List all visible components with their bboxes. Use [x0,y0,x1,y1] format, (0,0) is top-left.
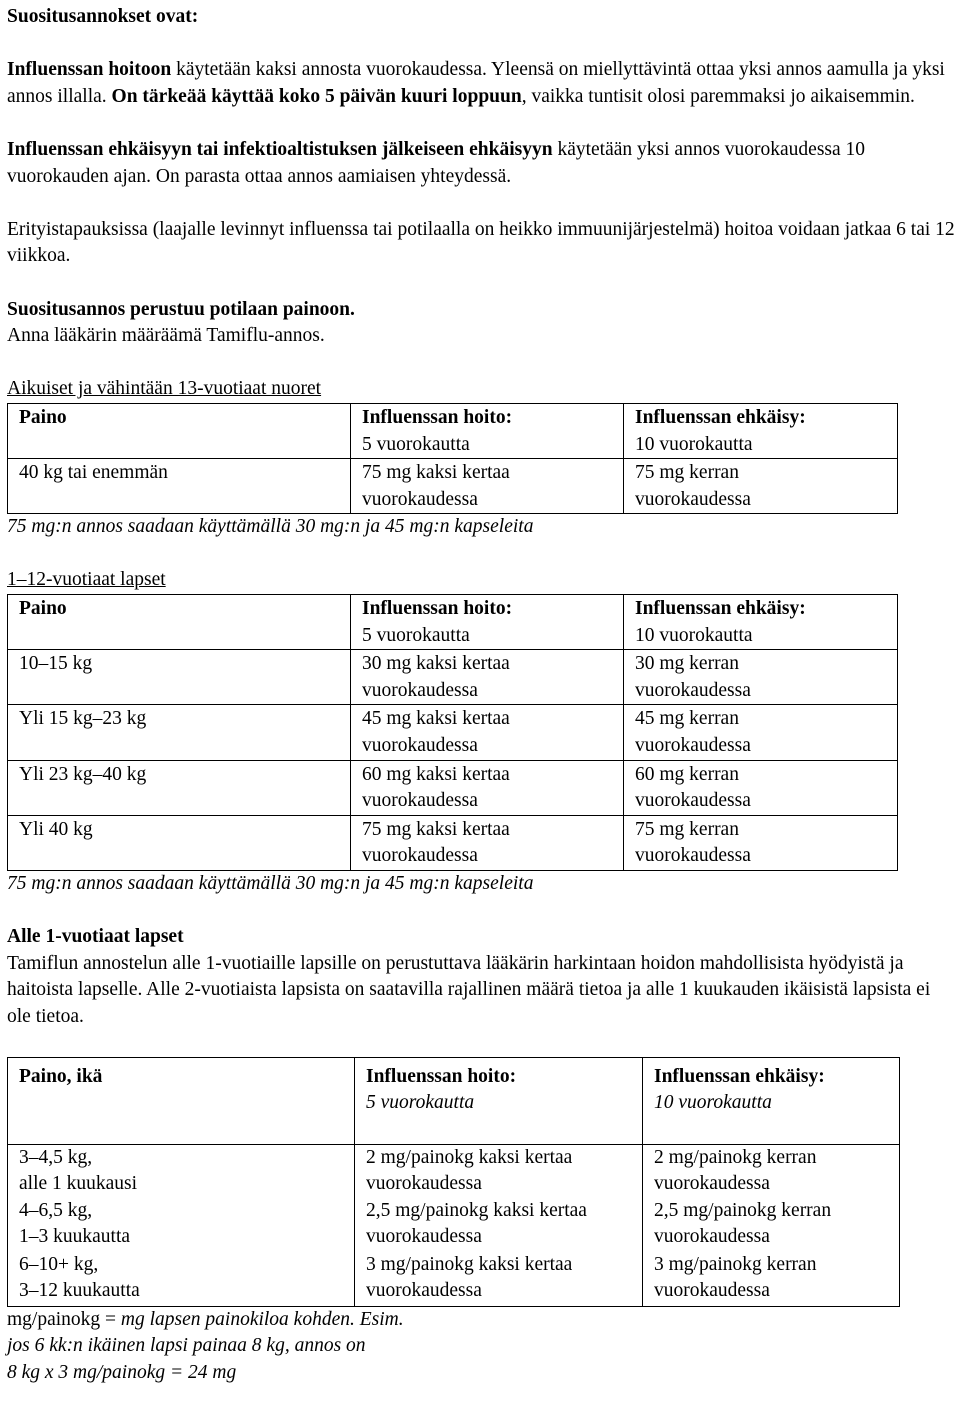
prevention-cell: 75 mg kerran vuorokaudessa [624,815,898,870]
header-treatment: Influenssan hoito: 5 vuorokautta [355,1057,643,1144]
weight-cell: Yli 23 kg–40 kg [8,760,351,815]
prevention-cell: 2,5 mg/painokg kerran vuorokaudessa [643,1198,900,1252]
children-capsule-note: 75 mg:n annos saadaan käyttämällä 30 mg:n ja 45 mg:n kapseleita [7,873,534,894]
special-cases-paragraph: Erityistapauksissa (laajalle levinnyt influenssa tai potilaalla on heikko immuunijärjestelmä) hoitoa voidaan jatkaa 6 tai 12 viikkoa. [7,218,955,267]
weight-age-cell: 4–6,5 kg, 1–3 kuukautta [8,1198,355,1252]
adults-section-title: Aikuiset ja vähintään 13-vuotiaat nuoret [7,378,322,400]
adults-capsule-note: 75 mg:n annos saadaan käyttämällä 30 mg:n ja 45 mg:n kapseleita [7,516,534,538]
table-row [8,815,898,870]
header-treatment: Influenssan hoito: 5 vuorokautta [351,403,624,458]
header-treatment: Influenssan hoito: 5 vuorokautta [351,595,624,650]
table-header-row [8,1057,900,1144]
table-header-row [8,595,898,650]
document-page [7,4,957,1387]
treatment-cell: 3 mg/painokg kaksi kertaa vuorokaudessa [355,1252,643,1307]
weight-cell: 10–15 kg [8,650,351,705]
header-prevention: Influenssan ehkäisy: 10 vuorokautta [624,595,898,650]
children-dosage-table [7,594,898,871]
dose-note-bold: Suositusannos perustuu potilaan painoon. [7,298,355,320]
table-row [8,459,898,514]
table-row [8,760,898,815]
dose-example-calc: 8 kg x 3 mg/painokg = 24 mg [7,1361,237,1383]
weight-age-cell: 3–4,5 kg, alle 1 kuukausi [8,1144,355,1198]
weight-cell: Yli 40 kg [8,815,351,870]
weight-cell: Yli 15 kg–23 kg [8,705,351,760]
prevention-cell: 30 mg kerran vuorokaudessa [624,650,898,705]
treatment-cell: 75 mg kaksi kertaa vuorokaudessa [351,459,624,514]
weight-cell: 40 kg tai enemmän [8,459,351,514]
prevention-paragraph: Influenssan ehkäisyyn tai infektioaltistuksen jälkeiseen ehkäisyyn käytetään yksi annos vuorokaudessa 10 vuorokauden ajan. On parasta ottaa annos aamiaisen yhteydessä. [7,138,866,187]
table-row [8,705,898,760]
header-weight-age: Paino, ikä [8,1057,355,1144]
prevention-cell: 2 mg/painokg kerran vuorokaudessa [643,1144,900,1198]
treatment-cell: 75 mg kaksi kertaa vuorokaudessa [351,815,624,870]
header-prevention: Influenssan ehkäisy: 10 vuorokautta [643,1057,900,1144]
treatment-cell: 2 mg/painokg kaksi kertaa vuorokaudessa [355,1144,643,1198]
table-row [8,1252,900,1307]
table-row [8,650,898,705]
treatment-cell: 30 mg kaksi kertaa vuorokaudessa [351,650,624,705]
infants-dosage-table [7,1057,900,1307]
header-weight: Paino [8,595,351,650]
dose-example-line: jos 6 kk:n ikäinen lapsi painaa 8 kg, annos on [7,1335,366,1357]
treatment-cell: 2,5 mg/painokg kaksi kertaa vuorokaudessa [355,1198,643,1252]
header-weight: Paino [8,403,351,458]
prevention-cell: 3 mg/painokg kerran vuorokaudessa [643,1252,900,1307]
infants-paragraph: Tamiflun annostelun alle 1-vuotiaille lapsille on perustuttava lääkärin harkintaan hoidon mahdollisista hyödyistä ja haitoista lapselle. Alle 2-vuotiaista lapsista on saatavilla rajallinen määrä tietoa ja alle 1 kuukauden ikäisistä lapsista ei ole tietoa. [7,952,931,1027]
children-section-title: 1–12-vuotiaat lapset [7,569,166,591]
prevention-cell: 60 mg kerran vuorokaudessa [624,760,898,815]
table-row [8,1198,900,1252]
weight-age-cell: 6–10+ kg, 3–12 kuukautta [8,1252,355,1307]
table-row [8,1144,900,1198]
adults-dosage-table [7,403,898,514]
treatment-paragraph: Influenssan hoitoon käytetään kaksi annosta vuorokaudessa. Yleensä on miellyttävintä ottaa yksi annos aamulla ja yksi annos illalla. On tärkeää käyttää koko 5 päivän kuuri loppuun, vaikka tuntisit olosi paremmaksi jo aikaisemmin. [7,59,945,107]
table-header-row [8,403,898,458]
treatment-cell: 45 mg kaksi kertaa vuorokaudessa [351,705,624,760]
page-heading: Suositusannokset ovat: [7,6,199,27]
prevention-cell: 45 mg kerran vuorokaudessa [624,705,898,760]
prevention-cell: 75 mg kerran vuorokaudessa [624,459,898,514]
infants-section-title: Alle 1-vuotiaat lapset [7,926,184,948]
dose-formula-note: mg/painokg = mg lapsen painokiloa kohden. Esim. [7,1308,404,1330]
dose-note: Anna lääkärin määräämä Tamiflu-annos. [7,325,325,347]
header-prevention: Influenssan ehkäisy: 10 vuorokautta [624,403,898,458]
treatment-cell: 60 mg kaksi kertaa vuorokaudessa [351,760,624,815]
